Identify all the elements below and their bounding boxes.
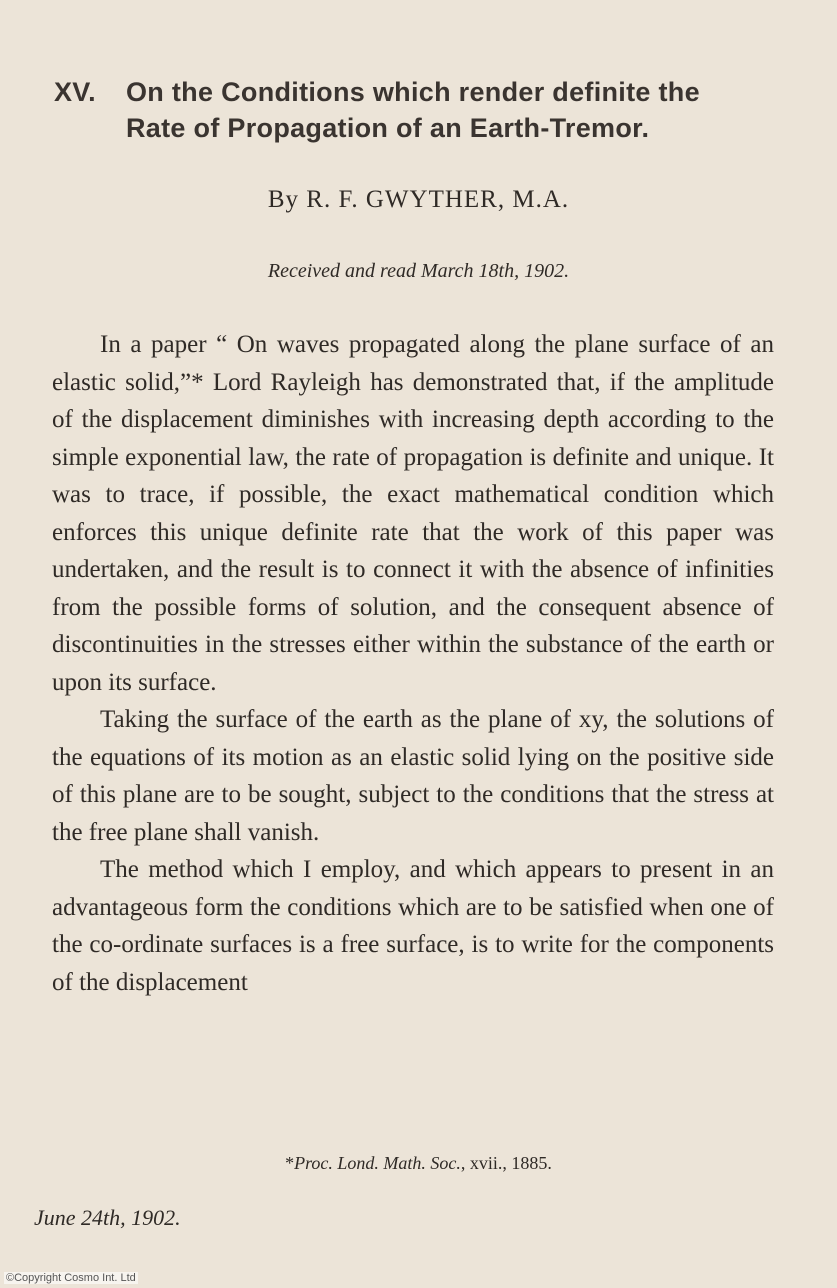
footnote-reference: , xvii., 1885. xyxy=(460,1153,552,1173)
section-number: XV. xyxy=(54,77,96,107)
author-byline: By R. F. GWYTHER, M.A. xyxy=(267,186,570,213)
paper-heading xyxy=(54,74,794,146)
received-date: Received and read March 18th, 1902. xyxy=(267,260,570,282)
body-text xyxy=(52,326,774,1001)
paragraph-2: Taking the surface of the earth as the plane of xy, the solutions of the equations of its motion as an elastic solid lying on the positive side of this plane are to be sought, subject to the conditions that the stress at the free plane shall vanish. xyxy=(52,706,774,846)
footnote xyxy=(0,1153,837,1174)
paragraph-3: The method which I employ, and which appears to present in an advantageous form the conditions which are to be satisfied when one of the co-ordinate surfaces is a free surface, is to write for the components of the displacement xyxy=(52,856,774,996)
title-line-1: On the Conditions which render definite the xyxy=(126,77,700,107)
footnote-marker: * xyxy=(285,1153,295,1173)
page-date: June 24th, 1902. xyxy=(34,1205,181,1230)
footnote-source: Proc. Lond. Math. Soc. xyxy=(294,1153,461,1173)
title-line-2: Rate of Propagation of an Earth-Tremor. xyxy=(126,113,650,143)
copyright-notice: ©Copyright Cosmo Int. Ltd xyxy=(6,1272,136,1284)
paragraph-1: In a paper “ On waves propagated along the plane surface of an elastic solid,”* Lord Rayleigh has demonstrated that, if the amplitude of the displacement diminishes with increasing depth according to the simple exponential law, the rate of propagation is definite and unique. It was to trace, if possible, the exact mathematical condition which enforces this unique definite rate that the work of this paper was undertaken, and the result is to connect it with the absence of infinities from the possible forms of solution, and the consequent absence of discontinuities in the stresses either within the substance of the earth or upon its surface. xyxy=(52,331,774,696)
